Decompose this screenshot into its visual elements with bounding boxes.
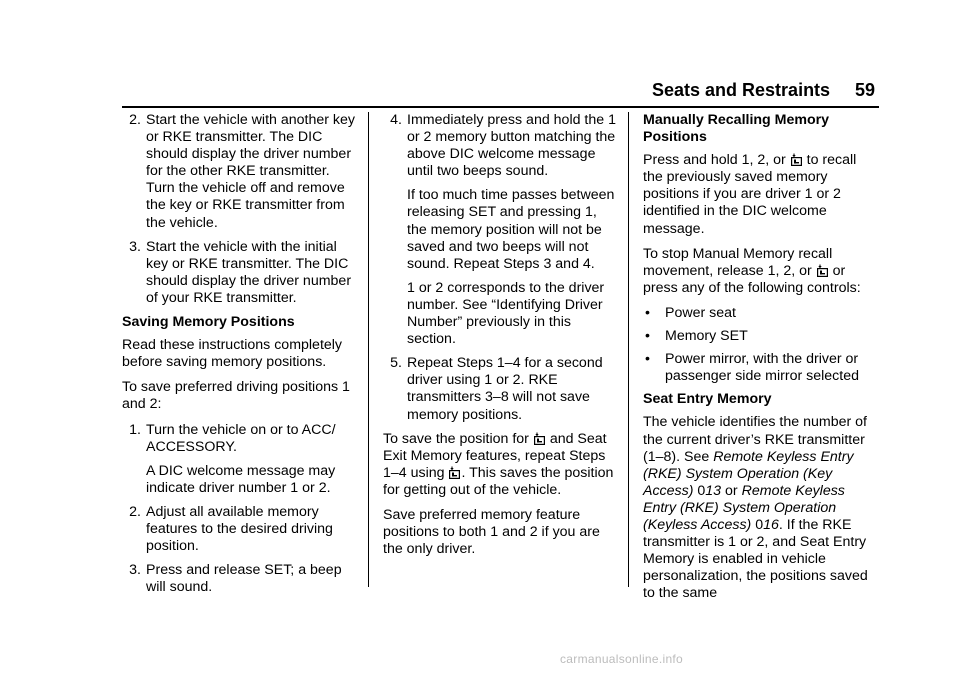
cross-reference-link[interactable]: Remote Keyless Entry (RKE) System Operation (Keyless Access): [643, 482, 845, 533]
page-reference[interactable]: 13: [705, 482, 722, 499]
section-heading: Seat Entry Memory: [643, 391, 772, 408]
watermark: carmanualsonline.info: [560, 652, 684, 666]
paragraph: Save preferred memory feature positions to both 1 and 2 if you are the only driver.: [383, 506, 600, 558]
cross-reference-link[interactable]: Remote Keyless Entry (RKE) System Operation (Key Access): [643, 448, 854, 499]
step-item: [122, 562, 356, 596]
text-run: . If the RKE transmitter is 1 or 2, and Seat Entry Memory is enabled in vehicle personalization, the positions saved to the same: [643, 516, 868, 602]
column-divider: [368, 112, 369, 587]
step-text: Repeat Steps 1–4 for a second driver using 1 or 2. RKE transmitters 3–8 will not save memory positions.: [407, 355, 603, 423]
step-item: [383, 112, 617, 180]
column-divider: [628, 112, 629, 587]
step-text: Start the vehicle with another key or RKE transmitter. The DIC should display the driver number for the other RKE transmitter. Turn the vehicle off and remove the key or RKE transmitter from the vehicle.: [146, 112, 355, 231]
step-number: 1.: [129, 421, 141, 438]
text-run: The vehicle identifies the number of the current driver’s RKE transmitter (1–8). See: [643, 414, 867, 465]
page-number: 59: [855, 80, 876, 100]
step-item: [122, 422, 356, 456]
column-3: [643, 112, 879, 610]
step-number: 3.: [129, 238, 141, 255]
paragraph: Read these instructions completely before saving memory positions.: [122, 337, 343, 371]
step-text: Start the vehicle with the initial key or RKE transmitter. The DIC should display the driver number of your RKE transmitter.: [146, 238, 352, 306]
text-run: or press any of the following controls:: [643, 262, 861, 296]
step-text: Adjust all available memory features to the desired driving position.: [146, 503, 333, 555]
step-text: Press and release SET; a beep will sound.: [146, 562, 342, 596]
text-run: To stop Manual Memory recall movement, release 1, 2, or: [643, 245, 833, 279]
page-header: [0, 0, 960, 110]
column-1: [122, 112, 356, 603]
step-item: [383, 355, 617, 423]
step-number: 4.: [390, 112, 402, 128]
column-2: [383, 112, 617, 566]
step-note: 1 or 2 corresponds to the driver number. See “Identifying Driver Number” previously in this section.: [407, 279, 605, 348]
seat-exit-memory-icon: [449, 466, 460, 479]
step-number: 3.: [129, 562, 141, 579]
paragraph: [643, 414, 879, 602]
step-note: If too much time passes between releasing SET and pressing 1, the memory position will not be saved and two beeps will not sound. Repeat Steps 3 and 4.: [407, 187, 615, 272]
page-reference[interactable]: 16: [763, 516, 779, 533]
section-heading: Saving Memory Positions: [122, 314, 295, 331]
bullet-marker: •: [645, 304, 650, 321]
bullet-text: Power seat: [665, 304, 736, 321]
bullet-item: [643, 328, 879, 345]
paragraph: [643, 246, 879, 297]
text-run: or: [725, 482, 738, 499]
page-arrow-icon: 0: [697, 482, 706, 499]
step-item: [122, 239, 356, 307]
seat-exit-memory-icon: [534, 432, 545, 445]
paragraph: [643, 152, 879, 237]
page-arrow-icon: 0: [755, 516, 764, 533]
bullet-text: Memory SET: [665, 328, 748, 345]
header-rule: [122, 106, 879, 108]
seat-exit-memory-icon: [791, 153, 802, 166]
bullet-item: [643, 351, 879, 385]
step-text: Immediately press and hold the 1 or 2 memory button matching the above DIC welcome message until two beeps sound.: [407, 112, 616, 180]
step-number: 2.: [129, 112, 141, 128]
bullet-item: [643, 305, 879, 322]
paragraph: [383, 431, 617, 499]
text-run: . This saves the position for getting out of the vehicle.: [383, 464, 614, 498]
text-run: to recall the previously saved memory positions if you are driver 1 or 2 identified in the DIC welcome message.: [643, 152, 857, 237]
bullet-text: Power mirror, with the driver or passenger side mirror selected: [665, 351, 859, 385]
paragraph: To save preferred driving positions 1 and 2:: [122, 379, 350, 413]
bullet-marker: •: [645, 328, 650, 345]
seat-exit-memory-icon: [817, 264, 828, 277]
section-title: Seats and Restraints: [652, 80, 831, 100]
text-run: and Seat Exit Memory features, repeat Steps 1–4 using: [383, 430, 607, 481]
step-item: [122, 112, 356, 232]
step-number: 5.: [390, 355, 402, 372]
text-run: To save the position for: [383, 430, 529, 447]
section-heading: Manually Recalling Memory Positions: [643, 112, 830, 146]
step-number: 2.: [129, 503, 141, 520]
step-text: Turn the vehicle on or to ACC/ ACCESSORY.: [146, 421, 336, 455]
step-note: A DIC welcome message may indicate driver number 1 or 2.: [146, 462, 336, 496]
bullet-marker: •: [645, 351, 650, 368]
step-item: [122, 504, 356, 555]
text-run: Press and hold 1, 2, or: [643, 152, 786, 169]
